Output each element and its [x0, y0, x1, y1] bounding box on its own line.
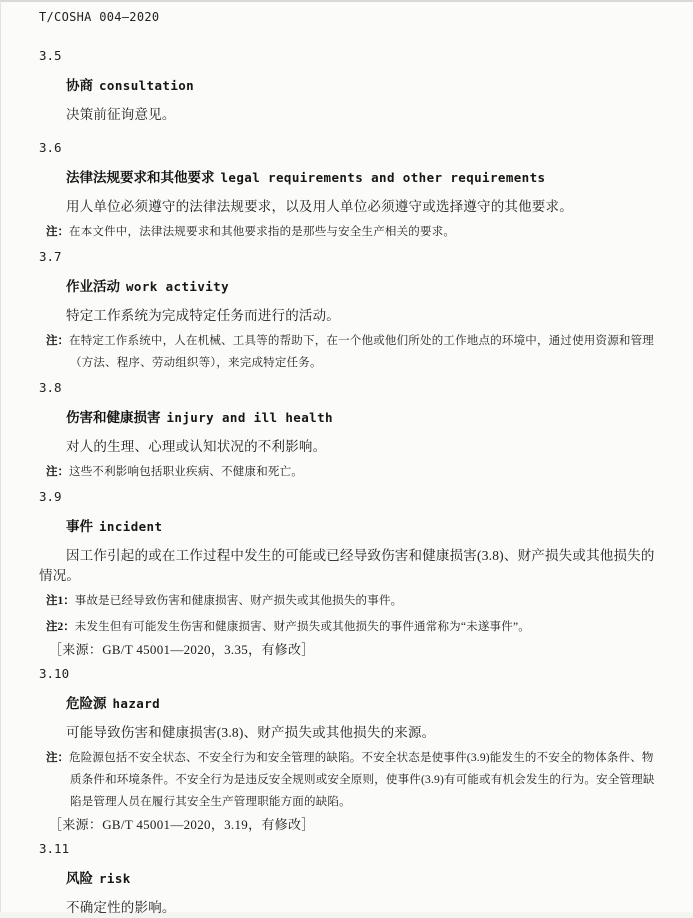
- note-label: 注：: [46, 226, 69, 238]
- note-text: 危险源包括不安全状态、不安全行为和安全管理的缺陷。不安全状态是使事件(3.9)能发生的不安全的物体条件、物质条件和环境条件。不安全行为是违反安全规则或安全原则，使事件(3.9)有可能或有机会发生的行为。安全管理缺陷是管理人员在履行其安全生产管理职能方面的缺陷。: [69, 752, 655, 808]
- note-label: 注1：: [46, 595, 75, 607]
- term-zh: 法律法规要求和其他要求: [66, 170, 215, 185]
- term-zh: 事件: [66, 519, 93, 534]
- document-header: T/COSHA 004—2020: [39, 10, 160, 24]
- source-reference: ［来源：GB/T 45001—2020，3.35，有修改］: [49, 642, 315, 657]
- section-number-3-9: 3.9: [39, 489, 62, 504]
- note-label: 注：: [46, 335, 69, 347]
- term-en: injury and ill health: [166, 410, 333, 425]
- term-zh: 伤害和健康损害: [66, 410, 161, 425]
- definition-text: 因工作引起的或在工作过程中发生的可能或已经导致伤害和健康损害(3.8)、财产损失或其他损失的情况。: [39, 548, 655, 583]
- section-number-3-7: 3.7: [39, 249, 62, 264]
- term-en: work activity: [126, 279, 230, 294]
- term-en: risk: [99, 871, 131, 886]
- term-heading-3-8: [66, 408, 665, 428]
- definition-text: 用人单位必须遵守的法律法规要求，以及用人单位必须遵守或选择遵守的其他要求。: [66, 199, 573, 214]
- note-text: 事故是已经导致伤害和健康损害、财产损失或其他损失的事件。: [74, 595, 403, 607]
- term-en: legal requirements and other requirements: [220, 170, 546, 185]
- note: [46, 461, 665, 483]
- term-en: hazard: [112, 696, 161, 711]
- note-text: 在本文件中，法律法规要求和其他要求指的是那些与安全生产相关的要求。: [69, 226, 456, 238]
- term-heading-3-10: [66, 694, 665, 714]
- term-zh: 作业活动: [66, 279, 120, 294]
- definition-text: 对人的生理、心理或认知状况的不利影响。: [66, 439, 327, 454]
- note-text: 这些不利影响包括职业疾病、不健康和死亡。: [69, 466, 303, 478]
- note-text: 未发生但有可能发生伤害和健康损害、财产损失或其他损失的事件通常称为“未遂事件”。: [74, 621, 530, 633]
- term-heading-3-11: [66, 869, 665, 889]
- section-number-3-10: 3.10: [39, 666, 70, 681]
- definition-text: 可能导致伤害和健康损害(3.8)、财产损失或其他损失的来源。: [66, 725, 436, 740]
- note-label: 注：: [46, 752, 69, 764]
- section-number-3-11: 3.11: [39, 841, 70, 856]
- section-number-3-5: 3.5: [39, 48, 62, 63]
- note: [46, 221, 665, 243]
- section-number-3-8: 3.8: [39, 380, 62, 395]
- note-1: [46, 590, 665, 612]
- source-reference: ［来源：GB/T 45001—2020，3.19，有修改］: [49, 817, 315, 832]
- definition-text: 不确定性的影响。: [66, 900, 176, 915]
- definition-text: 特定工作系统为完成特定任务而进行的活动。: [66, 308, 340, 323]
- term-heading-3-5: [66, 76, 665, 96]
- note-label: 注2：: [46, 621, 75, 633]
- note-text: 在特定工作系统中，人在机械、工具等的帮助下，在一个他或他们所处的工作地点的环境中，通过使用资源和管理（方法、程序、劳动组织等），来完成特定任务。: [69, 335, 654, 369]
- note: [46, 330, 665, 374]
- term-heading-3-9: [66, 517, 665, 537]
- term-zh: 风险: [66, 871, 93, 886]
- term-heading-3-6: [66, 168, 665, 188]
- term-en: consultation: [99, 78, 195, 93]
- definition-text: 决策前征询意见。: [66, 107, 176, 122]
- term-zh: 危险源: [66, 696, 107, 711]
- section-number-3-6: 3.6: [39, 140, 62, 155]
- note-label: 注：: [46, 466, 69, 478]
- note: [46, 747, 665, 813]
- note-2: [46, 616, 665, 638]
- term-zh: 协商: [66, 78, 93, 93]
- term-heading-3-7: [66, 277, 665, 297]
- term-en: incident: [99, 519, 163, 534]
